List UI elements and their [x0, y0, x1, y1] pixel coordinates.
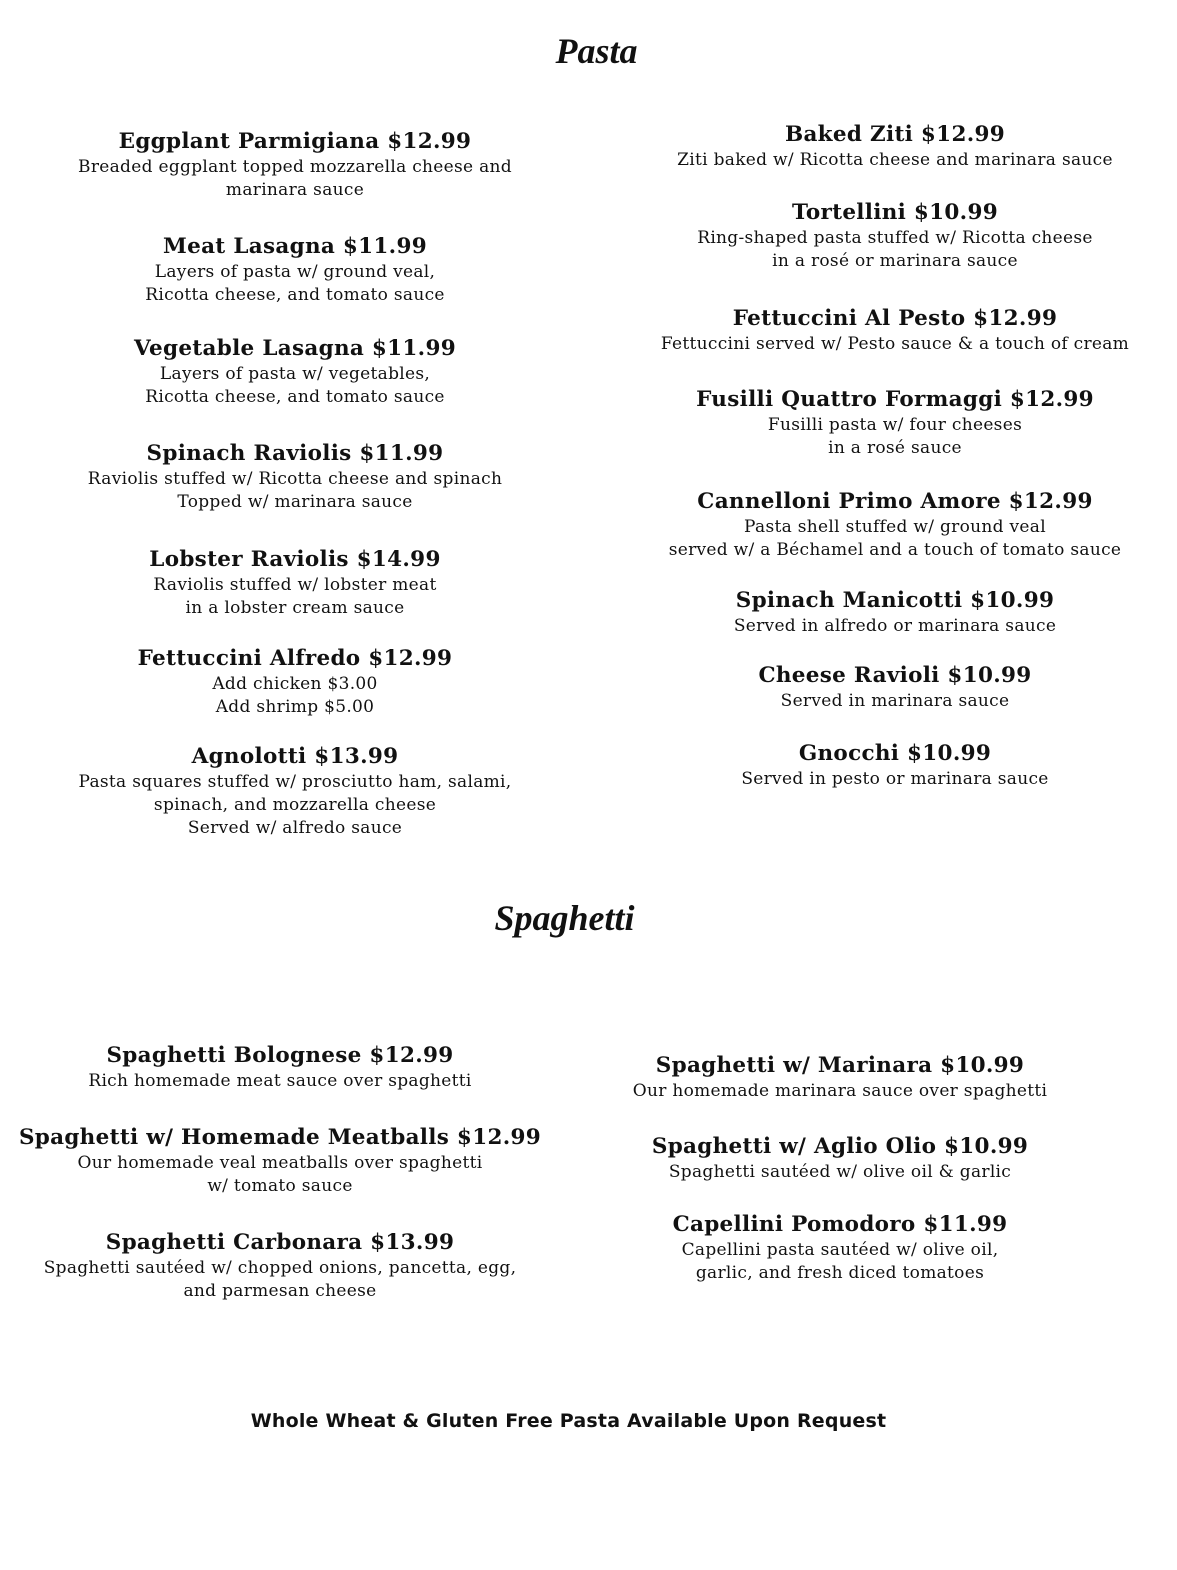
menu-item-description: Add chicken $3.00 Add shrimp $5.00 — [212, 674, 378, 717]
menu-item-name: Spaghetti Carbonara $13.99 — [105, 1230, 455, 1255]
menu-item — [640, 488, 1150, 562]
menu-item-name: Cheese Ravioli $10.99 — [758, 663, 1032, 688]
menu-item-description: Capellini pasta sautéed w/ olive oil, garlic, and fresh diced tomatoes — [681, 1240, 999, 1283]
menu-item — [40, 546, 550, 620]
menu-item-description: Layers of pasta w/ ground veal, Ricotta cheese, and tomato sauce — [145, 262, 445, 305]
menu-item — [40, 743, 550, 840]
menu-item-description: Ziti baked w/ Ricotta cheese and marinara sauce — [677, 150, 1113, 170]
menu-item — [15, 1229, 545, 1303]
menu-item — [640, 305, 1150, 356]
menu-item-description: Our homemade veal meatballs over spaghetti w/ tomato sauce — [77, 1153, 483, 1196]
menu-item-name: Cannelloni Primo Amore $12.99 — [697, 489, 1093, 514]
menu-item-description: Spaghetti sautéed w/ chopped onions, pancetta, egg, and parmesan cheese — [43, 1258, 517, 1301]
menu-item-name: Spaghetti w/ Aglio Olio $10.99 — [651, 1134, 1029, 1159]
menu-item-name: Spinach Raviolis $11.99 — [146, 441, 444, 466]
menu-item-description: Breaded eggplant topped mozzarella cheese and marinara sauce — [78, 157, 512, 200]
menu-item-description: Raviolis stuffed w/ lobster meat in a lobster cream sauce — [153, 575, 437, 618]
menu-item-description: Fusilli pasta w/ four cheeses in a rosé sauce — [767, 415, 1023, 458]
menu-item-description: Rich homemade meat sauce over spaghetti — [88, 1071, 472, 1091]
menu-item — [600, 1052, 1080, 1103]
menu-item-name: Capellini Pomodoro $11.99 — [672, 1212, 1008, 1237]
menu-item-description: Ring-shaped pasta stuffed w/ Ricotta cheese in a rosé or marinara sauce — [697, 228, 1093, 271]
menu-item-description: Raviolis stuffed w/ Ricotta cheese and spinach Topped w/ marinara sauce — [87, 469, 503, 512]
menu-item — [640, 740, 1150, 791]
menu-item — [40, 335, 550, 409]
menu-item — [15, 1042, 545, 1093]
menu-item-name: Fettuccini Alfredo $12.99 — [137, 646, 453, 671]
menu-item-name: Fusilli Quattro Formaggi $12.99 — [696, 387, 1094, 412]
menu-item-description: Pasta squares stuffed w/ prosciutto ham, salami, spinach, and mozzarella cheese Served w/ alfredo sauce — [78, 772, 512, 838]
menu-item-name: Fettuccini Al Pesto $12.99 — [732, 306, 1058, 331]
menu-item — [640, 121, 1150, 172]
menu-item-description: Served in marinara sauce — [780, 691, 1010, 711]
menu-item — [40, 645, 550, 719]
menu-item-name: Spaghetti Bolognese $12.99 — [106, 1043, 454, 1068]
menu-item-description: Served in pesto or marinara sauce — [741, 769, 1049, 789]
menu-item-name: Meat Lasagna $11.99 — [163, 234, 427, 259]
menu-item-description: Fettuccini served w/ Pesto sauce & a touch of cream — [660, 334, 1130, 354]
menu-item-description: Spaghetti sautéed w/ olive oil & garlic — [668, 1162, 1012, 1182]
menu-item-description: Our homemade marinara sauce over spaghetti — [632, 1081, 1048, 1101]
menu-item-name: Spinach Manicotti $10.99 — [735, 588, 1055, 613]
menu-item-description: Pasta shell stuffed w/ ground veal served w/ a Béchamel and a touch of tomato sauce — [668, 517, 1122, 560]
menu-item — [15, 1124, 545, 1198]
menu-item — [640, 199, 1150, 273]
menu-item — [40, 128, 550, 202]
menu-item-description: Served in alfredo or marinara sauce — [733, 616, 1057, 636]
menu-item — [640, 587, 1150, 638]
menu-item-name: Vegetable Lasagna $11.99 — [134, 336, 456, 361]
menu-item-name: Agnolotti $13.99 — [191, 744, 399, 769]
menu-item — [600, 1133, 1080, 1184]
menu-item-name: Gnocchi $10.99 — [798, 741, 992, 766]
menu-item-name: Lobster Raviolis $14.99 — [149, 547, 441, 572]
menu-item-name: Spaghetti w/ Marinara $10.99 — [655, 1053, 1025, 1078]
menu-item-name: Eggplant Parmigiana $12.99 — [118, 129, 472, 154]
spaghetti-section-title: Spaghetti — [494, 898, 635, 938]
menu-item-name: Tortellini $10.99 — [792, 200, 998, 225]
menu-item — [40, 233, 550, 307]
menu-item — [640, 662, 1150, 713]
menu-item — [600, 1211, 1080, 1285]
menu-item — [640, 386, 1150, 460]
footer-note: Whole Wheat & Gluten Free Pasta Available Upon Request — [250, 1410, 887, 1432]
pasta-section-title: Pasta — [555, 31, 638, 71]
menu-item-name: Spaghetti w/ Homemade Meatballs $12.99 — [18, 1125, 542, 1150]
menu-item — [40, 440, 550, 514]
menu-item-description: Layers of pasta w/ vegetables, Ricotta cheese, and tomato sauce — [145, 364, 445, 407]
menu-item-name: Baked Ziti $12.99 — [784, 122, 1006, 147]
